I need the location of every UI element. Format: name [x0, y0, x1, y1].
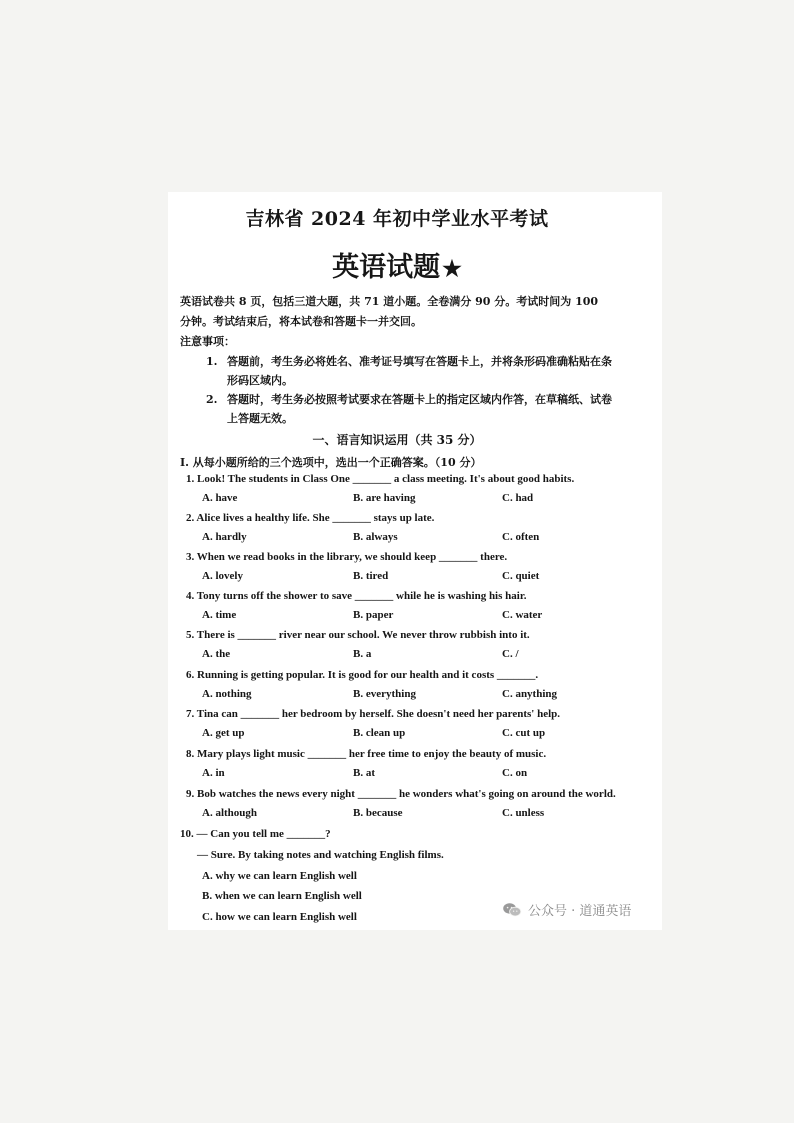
option-b: B. always [353, 531, 398, 543]
question-stem: 7. Tina can _______ her bedroom by herself. She doesn't need her parents' help. [186, 708, 561, 720]
option-c: C. unless [502, 807, 545, 819]
option-c: C. quiet [502, 570, 540, 582]
option-b: B. a [353, 648, 372, 660]
intro-line-1: 英语试卷共 8 页，包括三道大题，共 71 道小题。全卷满分 90 分。考试时间为 100 [180, 295, 599, 308]
option-a: A. the [202, 648, 231, 660]
question-stem: 1. Look! The students in Class One _______ a class meeting. It's about good habits. [186, 473, 575, 485]
option-c: C. anything [502, 688, 558, 700]
option-c: C. often [502, 531, 540, 543]
option-b: B. paper [353, 609, 394, 621]
part-instruction: Ⅰ. 从每小题所给的三个选项中，选出一个正确答案。（10 分） [180, 456, 482, 469]
question-stem: 4. Tony turns off the shower to save _______ while he is washing his hair. [186, 590, 527, 602]
option-b: B. everything [353, 688, 416, 700]
note-line-2: 上答题无效。 [227, 412, 293, 425]
star-icon: ★ [442, 256, 462, 282]
option-a: A. nothing [202, 688, 252, 700]
option-a: A. hardly [202, 531, 247, 543]
note-line-2: 形码区域内。 [227, 374, 293, 387]
note-line-1: 答题前，考生务必将姓名、准考证号填写在答题卡上，并将条形码准确粘贴在条 [227, 355, 612, 368]
question-stem: 10. — Can you tell me _______? [180, 828, 331, 840]
question-stem: 9. Bob watches the news every night _______ he wonders what's going on around the world. [186, 788, 616, 800]
option-b: B. are having [353, 492, 416, 504]
option-b: B. because [353, 807, 403, 819]
option-b: B. when we can learn English well [202, 890, 362, 902]
question-stem: 8. Mary plays light music _______ her free time to enjoy the beauty of music. [186, 748, 547, 760]
option-a: A. have [202, 492, 238, 504]
question-stem: 5. There is _______ river near our school. We never throw rubbish into it. [186, 629, 530, 641]
option-a: A. why we can learn English well [202, 870, 357, 882]
option-a: A. time [202, 609, 237, 621]
note-number: 1. [206, 355, 218, 368]
option-c: C. how we can learn English well [202, 911, 357, 923]
option-c: C. on [502, 767, 528, 779]
note-number: 2. [206, 393, 218, 406]
exam-intro [180, 292, 662, 332]
subtitle-text: 英语试题 [332, 252, 441, 283]
note-item [207, 352, 662, 390]
option-c: C. cut up [502, 727, 546, 739]
dialogue-reply: — Sure. By taking notes and watching English films. [197, 849, 444, 861]
exam-title: 吉林省 2024 年初中学业水平考试 [245, 208, 549, 230]
option-b: B. at [353, 767, 375, 779]
option-c: C. had [502, 492, 534, 504]
wechat-icon [502, 902, 522, 918]
option-a: A. in [202, 767, 225, 779]
exam-subtitle [0, 245, 794, 284]
section-heading: 一、语言知识运用（共 35 分） [312, 433, 482, 447]
option-a: A. although [202, 807, 258, 819]
note-line-1: 答题时，考生务必按照考试要求在答题卡上的指定区域内作答，在草稿纸、试卷 [227, 393, 612, 406]
question-stem: 3. When we read books in the library, we should keep _______ there. [186, 551, 508, 563]
option-b: B. tired [353, 570, 389, 582]
intro-line-2: 分钟。考试结束后，将本试卷和答题卡一并交回。 [180, 315, 422, 328]
watermark [502, 900, 631, 919]
option-b: B. clean up [353, 727, 406, 739]
option-c: C. water [502, 609, 543, 621]
notes-title: 注意事项： [180, 335, 235, 348]
question-stem: 2. Alice lives a healthy life. She _______ stays up late. [186, 512, 435, 524]
watermark-text: 公众号 · 道通英语 [528, 904, 632, 919]
note-item [207, 390, 662, 428]
option-a: A. get up [202, 727, 245, 739]
option-a: A. lovely [202, 570, 243, 582]
question-stem: 6. Running is getting popular. It is good for our health and it costs _______. [186, 669, 539, 681]
option-c: C. / [502, 648, 519, 660]
